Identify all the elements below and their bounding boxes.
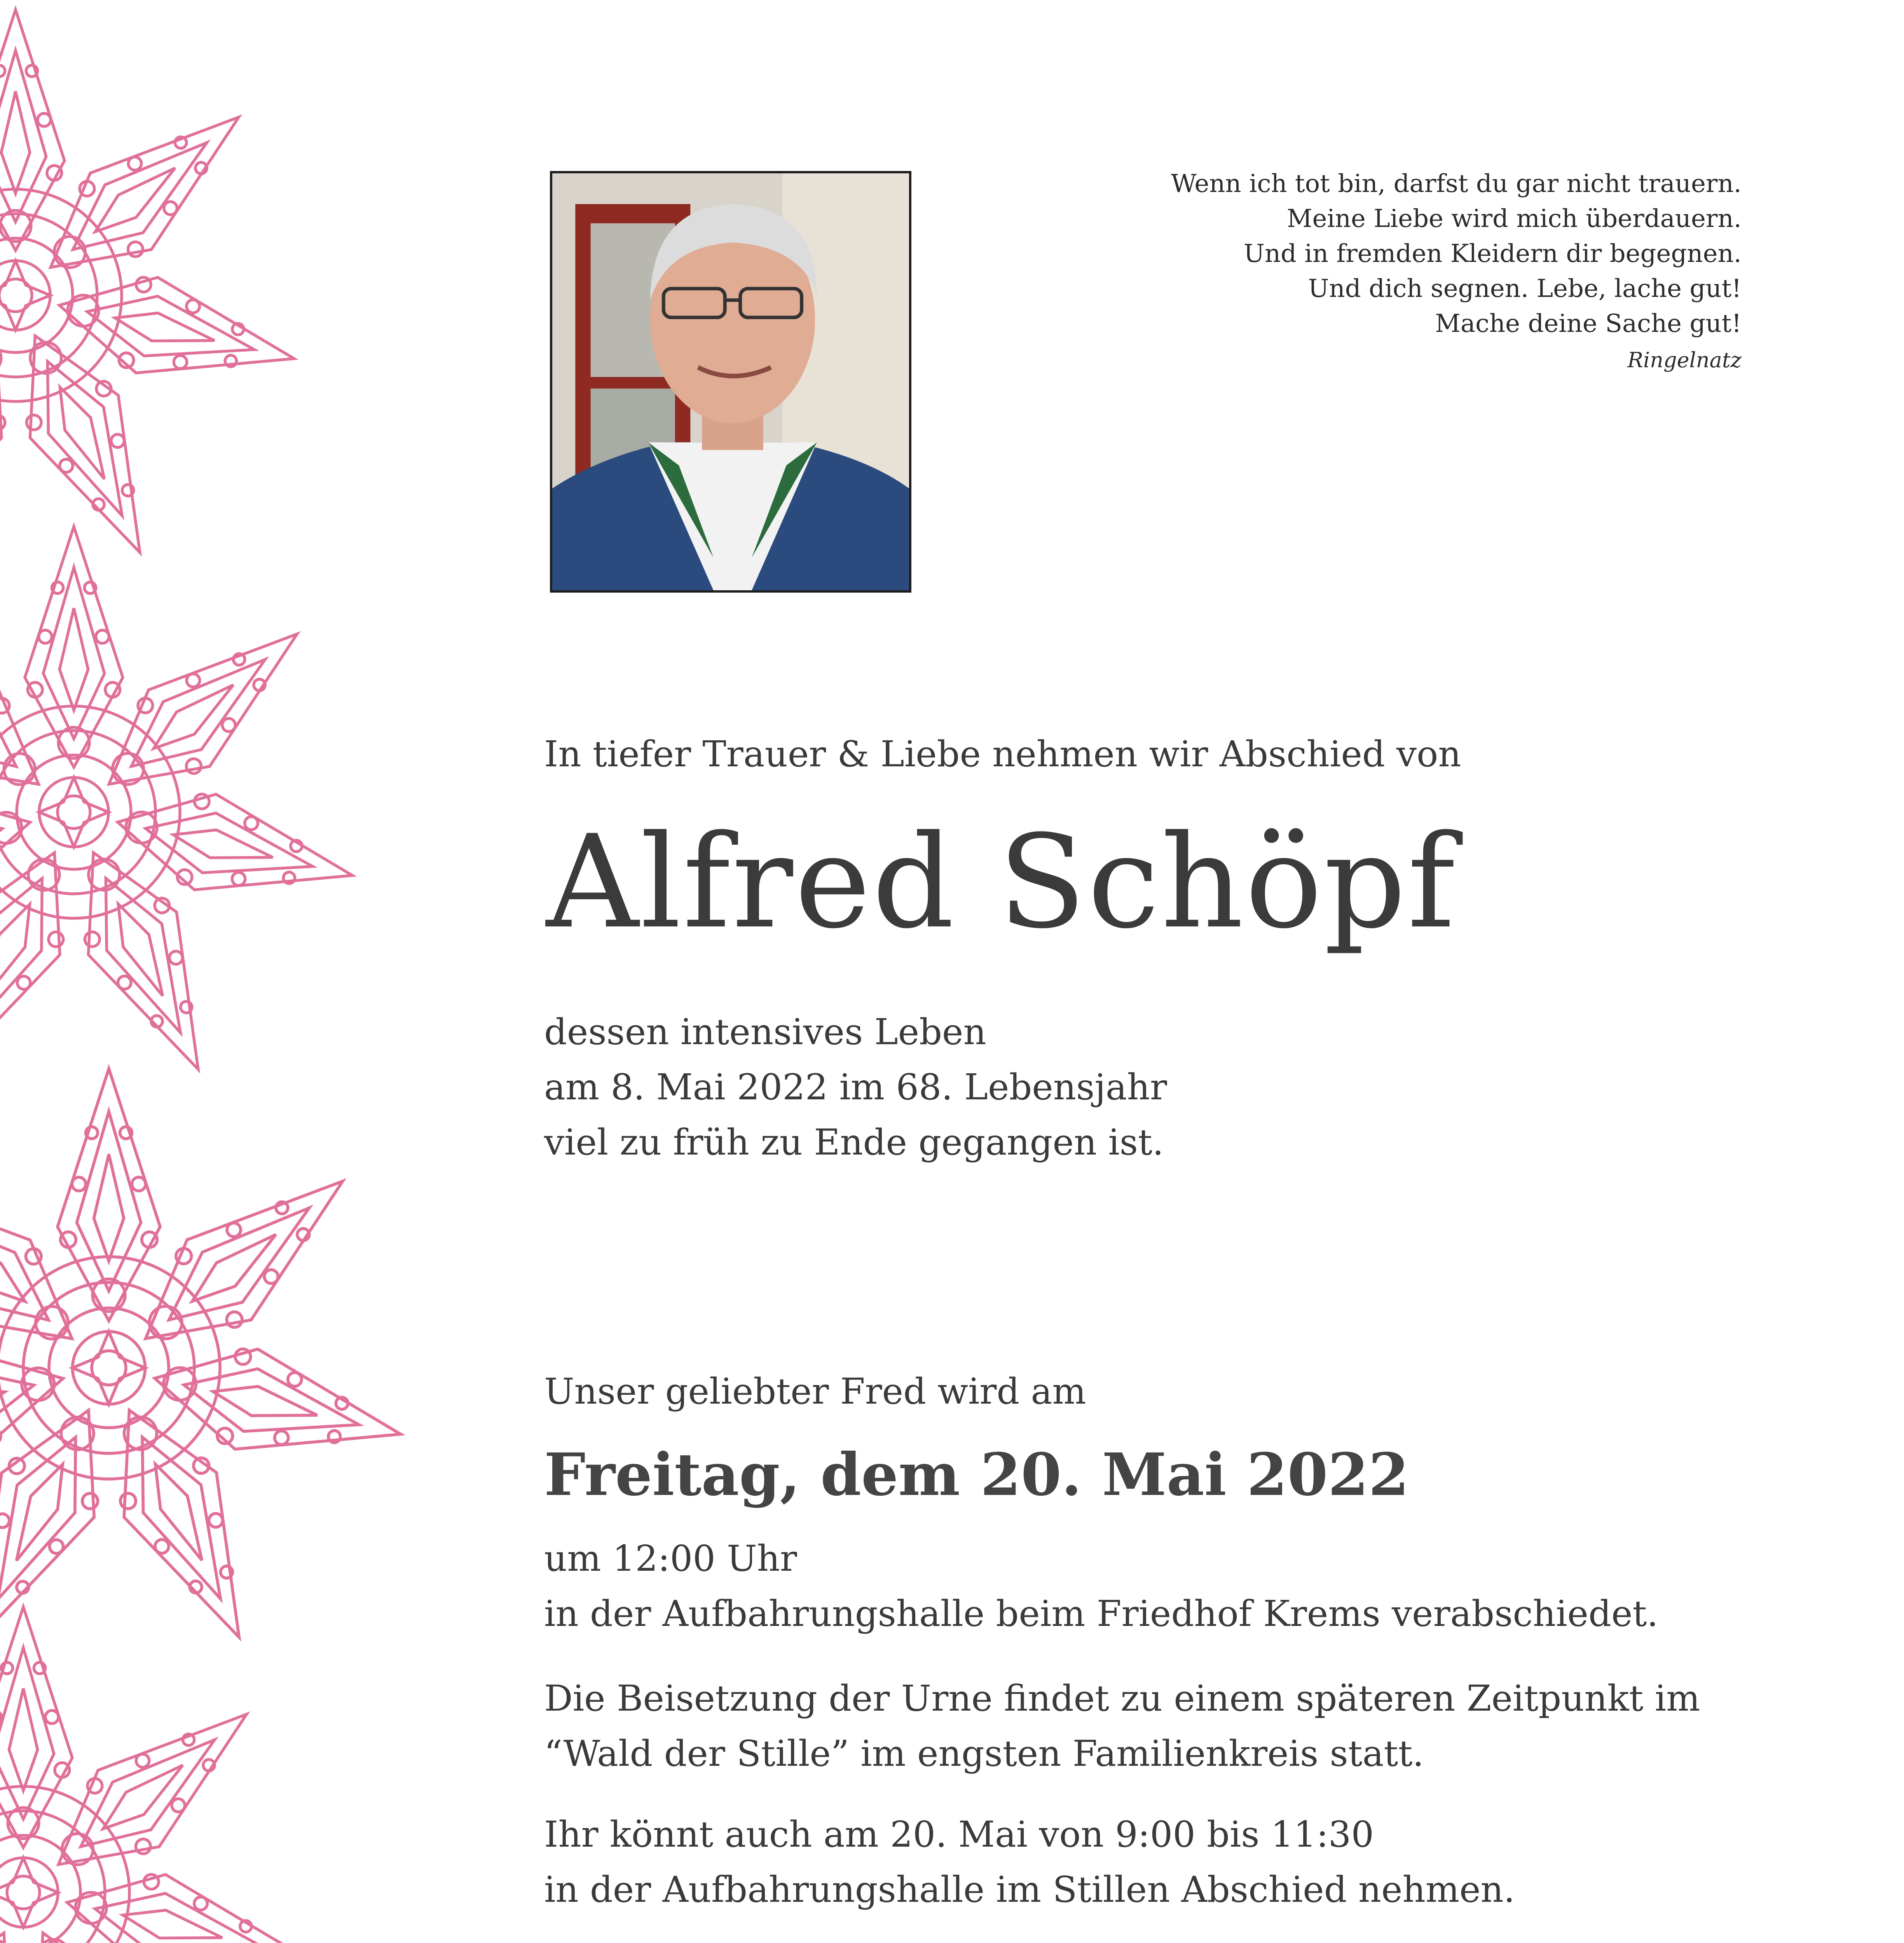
flower-border-decoration [0,0,428,1943]
urn-line: “Wald der Stille” im engsten Familienkreis statt. [544,1733,1424,1774]
poem-line: Meine Liebe wird mich überdauern. [1286,204,1742,233]
poem-line: Und dich segnen. Lebe, lache gut! [1308,274,1742,303]
urn-line: Die Beisetzung der Urne findet zu einem späteren Zeitpunkt im [544,1678,1700,1719]
intro-text: In tiefer Trauer & Liebe nehmen wir Abschied von [544,733,1461,775]
farewell-date: Freitag, dem 20. Mai 2022 [544,1441,1409,1509]
poem-line: Und in fremden Kleidern dir begegnen. [1243,239,1742,268]
poem-author: Ringelnatz [1627,348,1742,372]
portrait-image [552,173,909,590]
life-line: viel zu früh zu Ende gegangen ist. [544,1121,1164,1163]
deceased-name: Alfred Schöpf [546,808,1457,957]
poem [1120,166,1742,378]
life-line: dessen intensives Leben [544,1011,986,1053]
ceremony-line: in der Aufbahrungshalle beim Friedhof Krems verabschiedet. [544,1593,1658,1634]
portrait-photo [550,171,911,593]
viewing-line: in der Aufbahrungshalle im Stillen Abschied nehmen. [544,1869,1515,1910]
urn-burial-text [544,1671,1700,1781]
viewing-text [544,1807,1515,1917]
viewing-line: Ihr könnt auch am 20. Mai von 9:00 bis 11:30 [544,1814,1374,1855]
life-text [544,1005,1167,1170]
poem-line: Mache deine Sache gut! [1435,309,1742,338]
life-line: am 8. Mai 2022 im 68. Lebensjahr [544,1066,1167,1108]
poem-line: Wenn ich tot bin, darfst du gar nicht trauern. [1171,169,1742,198]
ceremony-line: um 12:00 Uhr [544,1538,797,1579]
ceremony-text [544,1531,1658,1641]
farewell-intro: Unser geliebter Fred wird am [544,1371,1086,1412]
